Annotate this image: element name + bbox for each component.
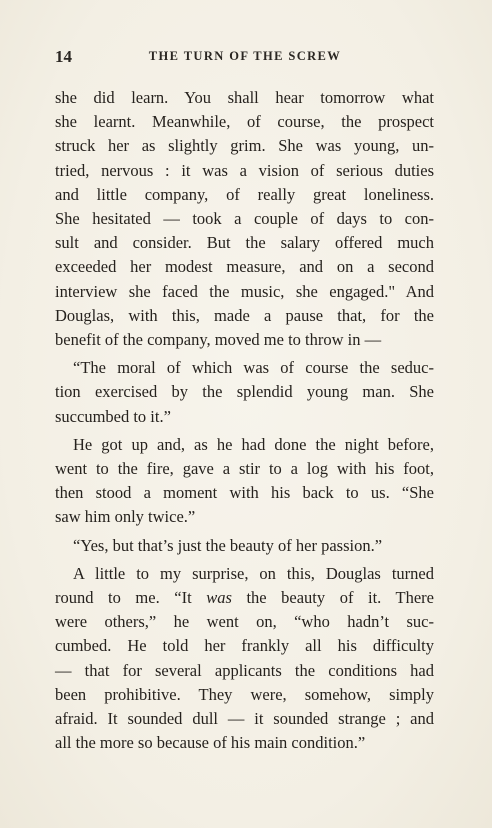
text-line: He got up and, as he had done the night before, [73, 434, 434, 454]
text-line: tion exercised by the splendid young man. She [55, 382, 434, 402]
paragraph-2 [55, 356, 434, 429]
text-line: benefit of the company, moved me to throw in — [55, 330, 382, 350]
text-line: saw him only twice.” [55, 507, 196, 527]
running-title: THE TURN OF THE SCREW [148, 49, 342, 63]
text-line: round to me. “It was the beauty of it. There [55, 588, 434, 608]
text-line: been prohibitive. They were, somehow, simply [55, 684, 434, 704]
paragraph-1 [55, 86, 434, 352]
text-line: interview she faced the music, she engaged." And [55, 281, 434, 301]
text-line: afraid. It sounded dull — it sounded strange ; and [55, 709, 434, 729]
text-line: sult and consider. But the salary offered much [55, 233, 434, 253]
text-line: exceeded her modest measure, and on a second [55, 257, 434, 277]
text-line: she did learn. You shall hear tomorrow what [55, 88, 434, 107]
page-number: 14 [55, 47, 72, 66]
text-line: all the more so because of his main condition.” [55, 733, 366, 753]
text-line: then stood a moment with his back to us. “She [55, 483, 434, 503]
text-line: “The moral of which was of course the seduc- [73, 358, 434, 378]
paragraph-5 [55, 562, 434, 756]
text-line: Douglas, with this, made a pause that, for the [55, 305, 434, 325]
emphasis-was: was [206, 588, 232, 608]
page-header [55, 47, 435, 67]
text-line: cumbed. He told her frankly all his difficulty [55, 636, 434, 656]
text-line: and little company, of really great loneliness. [55, 184, 434, 204]
paragraph-4 [55, 534, 434, 558]
text-line: went to the fire, gave a stir to a log with his foot, [55, 459, 434, 479]
text-line: were others,” he went on, “who hadn’t suc- [55, 612, 434, 632]
text-line: She hesitated — took a couple of days to con- [55, 209, 434, 229]
text-line: tried, nervous : it was a vision of serious duties [55, 160, 434, 180]
text-line: “Yes, but that’s just the beauty of her passion.” [73, 535, 383, 555]
text-line: she learnt. Meanwhile, of course, the prospect [55, 112, 434, 132]
paragraph-3 [55, 433, 434, 530]
text-line: — that for several applicants the conditions had [55, 660, 434, 680]
text-line: succumbed to it.” [55, 406, 171, 426]
body-text [55, 86, 434, 759]
text-line: struck her as slightly grim. She was young, un- [55, 136, 434, 156]
text-line: A little to my surprise, on this, Douglas turned [73, 563, 434, 583]
